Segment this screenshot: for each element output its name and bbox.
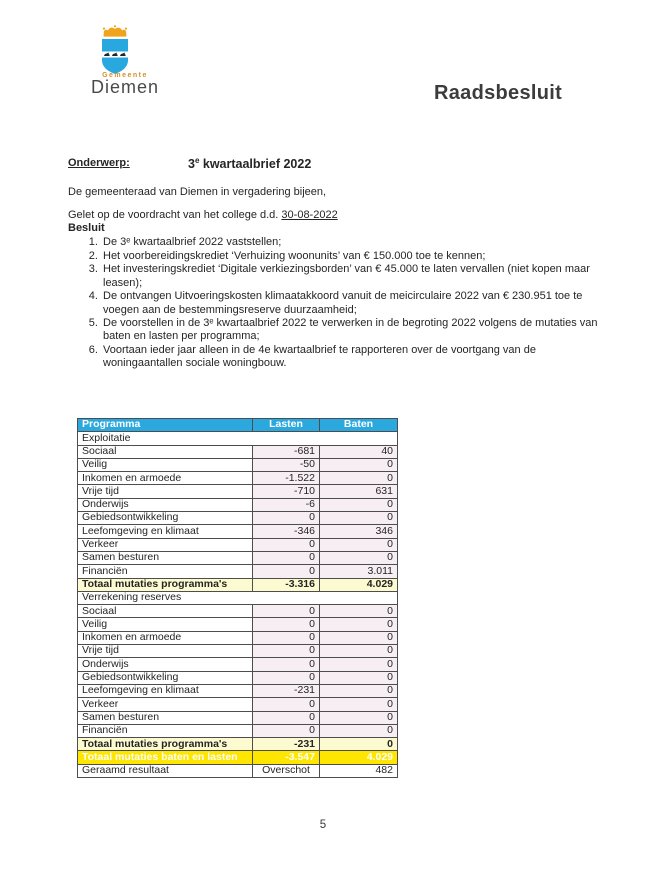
row-label: Onderwijs xyxy=(78,658,253,671)
table-row xyxy=(78,724,398,737)
header-row xyxy=(78,419,398,432)
subject-value xyxy=(188,156,488,171)
table-row xyxy=(78,605,398,618)
table-row xyxy=(78,764,398,777)
value-lasten: 0 xyxy=(253,605,320,618)
value-baten: 3.011 xyxy=(320,565,398,578)
decision-item: 2. Het voorbereidingskrediet ‘Verhuizing woonunits’ van € 150.000 toe te kennen; xyxy=(101,250,613,263)
value-lasten: -6 xyxy=(253,498,320,511)
row-label: Totaal mutaties programma's xyxy=(78,738,253,751)
value-baten: 0 xyxy=(320,698,398,711)
section-row xyxy=(78,432,398,445)
value-baten: 0 xyxy=(320,498,398,511)
document-title: Raadsbesluit xyxy=(434,82,563,104)
value-baten: 631 xyxy=(320,485,398,498)
decision-item: 3. Het investeringskrediet ‘Digitale verkiezingsborden’ van € 45.000 te laten vervallen (niet kopen maar leasen); xyxy=(101,263,613,289)
value-baten: 0 xyxy=(320,458,398,471)
decision-list xyxy=(68,236,613,371)
coat-of-arms-icon xyxy=(98,24,132,76)
table-row xyxy=(78,645,398,658)
value-lasten: 0 xyxy=(253,645,320,658)
value-baten: 0 xyxy=(320,538,398,551)
section-label: Verrekening reserves xyxy=(78,591,398,604)
column-header-programma: Programma xyxy=(78,419,253,432)
value-baten: 0 xyxy=(320,472,398,485)
value-baten: 0 xyxy=(320,724,398,737)
intro-line2-prefix: Gelet op de voordracht van het college d.d. xyxy=(68,209,282,221)
row-label: Financiën xyxy=(78,565,253,578)
value-baten: 0 xyxy=(320,711,398,724)
value-baten: 0 xyxy=(320,738,398,751)
table-row xyxy=(78,684,398,697)
table-row xyxy=(78,485,398,498)
row-label: Totaal mutaties programma's xyxy=(78,578,253,591)
row-label: Leefomgeving en klimaat xyxy=(78,684,253,697)
row-label: Verkeer xyxy=(78,698,253,711)
table-row xyxy=(78,525,398,538)
table-row xyxy=(78,751,398,764)
subject-row xyxy=(68,156,312,172)
row-label: Sociaal xyxy=(78,445,253,458)
row-label: Inkomen en armoede xyxy=(78,631,253,644)
row-label: Veilig xyxy=(78,618,253,631)
budget-table-head xyxy=(78,419,398,432)
decision-item: 1. De 3ᵉ kwartaalbrief 2022 vaststellen; xyxy=(101,236,613,249)
value-lasten: -231 xyxy=(253,684,320,697)
value-lasten: -681 xyxy=(253,445,320,458)
row-label: Gebiedsontwikkeling xyxy=(78,671,253,684)
value-baten: 4.029 xyxy=(320,578,398,591)
table-row xyxy=(78,698,398,711)
value-lasten: 0 xyxy=(253,658,320,671)
row-label: Inkomen en armoede xyxy=(78,472,253,485)
crown-icon xyxy=(103,25,127,36)
table-row xyxy=(78,472,398,485)
shield-icon xyxy=(102,39,128,74)
row-label: Leefomgeving en klimaat xyxy=(78,525,253,538)
table-row xyxy=(78,578,398,591)
row-label: Onderwijs xyxy=(78,498,253,511)
value-baten: 0 xyxy=(320,671,398,684)
row-label: Samen besturen xyxy=(78,711,253,724)
table-row xyxy=(78,445,398,458)
value-lasten: -710 xyxy=(253,485,320,498)
row-label: Veilig xyxy=(78,458,253,471)
value-baten: 482 xyxy=(320,764,398,777)
intro-line1: De gemeenteraad van Diemen in vergadering bijeen, xyxy=(68,186,327,198)
decision-item: 5. De voorstellen in de 3ᵉ kwartaalbrief 2022 te verwerken in de begroting 2022 volgens de mutaties van baten en lasten per programma; xyxy=(101,317,613,343)
row-label: Vrije tijd xyxy=(78,485,253,498)
value-baten: 4.029 xyxy=(320,751,398,764)
table-row xyxy=(78,711,398,724)
value-lasten: 0 xyxy=(253,724,320,737)
value-lasten: 0 xyxy=(253,698,320,711)
table-row xyxy=(78,458,398,471)
table-row xyxy=(78,538,398,551)
college-date: 30-08-2022 xyxy=(281,209,338,221)
value-lasten: -231 xyxy=(253,738,320,751)
table-row xyxy=(78,565,398,578)
table-row xyxy=(78,551,398,564)
budget-table xyxy=(77,418,398,778)
table-row xyxy=(78,631,398,644)
budget-table-body xyxy=(78,432,398,778)
value-lasten: -346 xyxy=(253,525,320,538)
row-label: Sociaal xyxy=(78,605,253,618)
value-lasten: 0 xyxy=(253,618,320,631)
table-row xyxy=(78,738,398,751)
value-baten: 0 xyxy=(320,645,398,658)
decision-item: 6. Voortaan ieder jaar alleen in de 4e kwartaalbrief te rapporteren over de voortgang van de woningaantallen sociale woningbouw. xyxy=(101,344,613,370)
value-lasten: 0 xyxy=(253,671,320,684)
row-label: Totaal mutaties baten en lasten xyxy=(78,751,253,764)
table-row xyxy=(78,658,398,671)
decision-heading: Besluit xyxy=(68,222,105,234)
value-lasten: -3.316 xyxy=(253,578,320,591)
value-lasten: -3.547 xyxy=(253,751,320,764)
logo-org-name: Diemen xyxy=(90,77,160,97)
column-header-lasten: Lasten xyxy=(253,419,320,432)
intro-line2 xyxy=(68,209,338,221)
value-lasten: 0 xyxy=(253,551,320,564)
page-number: 5 xyxy=(319,819,327,831)
value-lasten: -1.522 xyxy=(253,472,320,485)
subject-label: Onderwerp: xyxy=(68,157,130,169)
row-label: Samen besturen xyxy=(78,551,253,564)
value-baten: 0 xyxy=(320,684,398,697)
value-baten: 0 xyxy=(320,618,398,631)
gemeente-diemen-logo xyxy=(60,14,190,104)
value-baten: 0 xyxy=(320,658,398,671)
decision-item: 4. De ontvangen Uitvoeringskosten klimaatakkoord vanuit de meicirculaire 2022 van € 230.951 toe te voegen aan de bestemmingsreserve duurzaamheid; xyxy=(101,290,613,316)
table-row xyxy=(78,498,398,511)
value-lasten: 0 xyxy=(253,711,320,724)
row-label: Financiën xyxy=(78,724,253,737)
row-label: Verkeer xyxy=(78,538,253,551)
table-row xyxy=(78,618,398,631)
value-baten: 0 xyxy=(320,551,398,564)
value-lasten: Overschot xyxy=(253,764,320,777)
value-lasten: 0 xyxy=(253,565,320,578)
column-header-baten: Baten xyxy=(320,419,398,432)
row-label: Vrije tijd xyxy=(78,645,253,658)
value-lasten: 0 xyxy=(253,538,320,551)
subject-number: 3 xyxy=(188,157,195,172)
value-baten: 0 xyxy=(320,605,398,618)
value-baten: 40 xyxy=(320,445,398,458)
value-baten: 346 xyxy=(320,525,398,538)
table-row xyxy=(78,671,398,684)
section-row xyxy=(78,591,398,604)
value-lasten: -50 xyxy=(253,458,320,471)
row-label: Geraamd resultaat xyxy=(78,764,253,777)
subject-superscript: e xyxy=(194,156,200,165)
value-lasten: 0 xyxy=(253,512,320,525)
subject-rest: kwartaalbrief 2022 xyxy=(199,157,312,172)
section-label: Exploitatie xyxy=(78,432,398,445)
value-baten: 0 xyxy=(320,631,398,644)
value-baten: 0 xyxy=(320,512,398,525)
table-row xyxy=(78,512,398,525)
row-label: Gebiedsontwikkeling xyxy=(78,512,253,525)
value-lasten: 0 xyxy=(253,631,320,644)
logo-org-type: Gemeente xyxy=(102,72,148,79)
